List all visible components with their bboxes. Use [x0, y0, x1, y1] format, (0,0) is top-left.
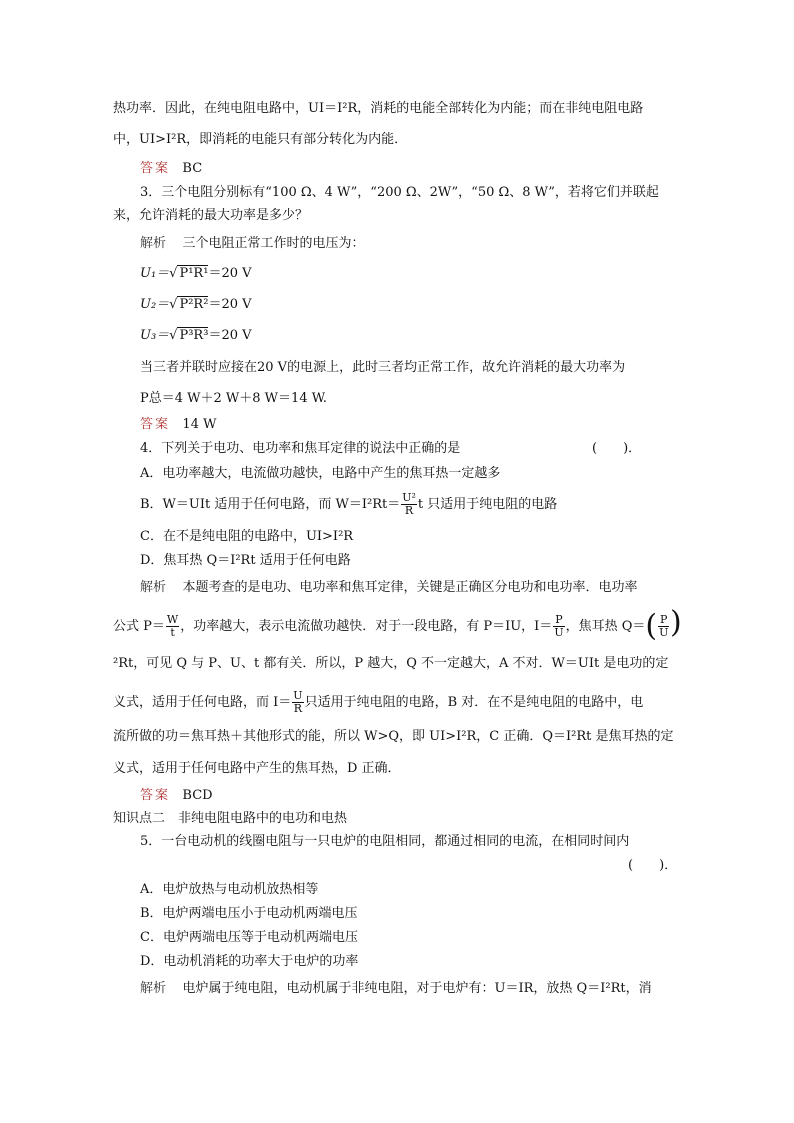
solution-4-line6: 义式，适用于任何电路中产生的焦耳热，D 正确． [113, 761, 401, 776]
answer-label: 答案 [140, 788, 171, 803]
fraction-den: U [554, 626, 564, 639]
solution-text: 三个电阻正常工作时的电压为： [182, 236, 365, 251]
u1-radicand: P¹R¹ [179, 266, 209, 281]
solution-4-line3: ²Rt，可见 Q 与 P、U、t 都有关．所以，P 越大，Q 不一定越大，A 不对．W＝UIt 是电功的定 [113, 656, 669, 671]
answer-label: 答案 [140, 417, 171, 432]
q4-option-d: D．焦耳热 Q＝I²Rt 适用于任何电路 [140, 553, 351, 568]
l2: 中，UI>I²R，即消耗的电能只有部分转化为内能． [113, 132, 408, 147]
solution-4-line5: 流所做的功＝焦耳热＋其他形式的能，所以 W>Q，即 UI>I²R，C 正确．Q＝I²Rt 是焦耳热的定 [113, 729, 674, 744]
q4-stem: 4．下列关于电功、电功率和焦耳定律的说法中正确的是 [140, 441, 461, 456]
answer-2 [140, 416, 216, 434]
s4l2-a: 公式 P＝ [113, 619, 165, 634]
knowledge-point-2: 知识点二 非纯电阻电路中的电功和电热 [113, 811, 348, 826]
s4l2-b: ，功率越大，表示电流做功越快．对于一段电路，有 P＝IU，I＝ [180, 619, 553, 634]
solution-4-line2: 公式 P＝ $\frac{W}{t}$ ，功率越大，表示电流做功越快．对于一段电路，有 P＝IU，I＝ $\frac{P}{U}$ ，焦耳热 Q＝( $\frac{P}{U}$ [113, 608, 669, 644]
solution-label: 解析 [140, 981, 167, 996]
q5-paren: ( )． [628, 858, 678, 873]
s4l4-b: 只适用于纯电阻的电路，B 对．在不是纯电阻的电路中，电 [304, 695, 644, 710]
q5-stem: 5．一台电动机的线圈电阻与一只电炉的电阻相同，都通过相同的电流，在相同时间内 [140, 834, 630, 849]
solution-text: 电炉属于纯电阻，电动机属于非纯电阻，对于电炉有：U＝IR，放热 Q＝I²Rt，消 [182, 981, 652, 996]
u1-rhs: ＝20 V [208, 266, 252, 281]
u2-lhs: U₂＝ [140, 297, 170, 312]
fraction-num: U² [402, 491, 416, 504]
fraction-den: R [293, 702, 303, 715]
answer-value: BCD [182, 788, 213, 803]
l1: 热功率．因此，在纯电阻电路中，UI＝I²R，消耗的电能全部转化为内能；而在非纯电阻电路 [113, 101, 644, 116]
u3-lhs: U₃＝ [140, 328, 170, 343]
q5-option-b: B．电炉两端电压小于电动机两端电压 [140, 906, 358, 921]
solution-label: 解析 [140, 236, 167, 251]
answer-label: 答案 [140, 161, 171, 176]
q4-option-b [140, 492, 557, 517]
fraction [401, 492, 417, 517]
q4-paren: ( )． [592, 441, 642, 456]
solution-4-line1 [140, 579, 638, 597]
fraction [166, 614, 179, 639]
u2-rhs: ＝20 V [208, 297, 252, 312]
q4-b-post: t 只适用于纯电阻的电路 [417, 497, 558, 512]
u2-formula: U₂＝√ P²R²＝20 V [140, 297, 252, 312]
fraction-den: t [170, 626, 175, 639]
fraction-den: U [659, 626, 669, 639]
q4-b-pre: B．W＝UIt 适用于任何电路，而 W＝I²Rt＝ [140, 497, 401, 512]
solution-5 [140, 980, 652, 998]
answer-3 [140, 787, 213, 805]
u3-radicand: P³R³ [179, 328, 209, 343]
answer-value: 14 W [182, 417, 217, 432]
q4-option-a: A．电功率越大，电流做功越快，电路中产生的焦耳热一定越多 [140, 466, 501, 481]
fraction-num: P [555, 613, 563, 626]
s4l4-a: 义式，适用于任何电路，而 I＝ [113, 695, 292, 710]
q3-conclusion: 当三者并联时应接在20 V的电源上，此时三者均正常工作，故允许消耗的最大功率为 [140, 360, 626, 375]
right-paren: ) [670, 605, 682, 640]
q3-line2: 来，允许消耗的最大功率是多少？ [113, 208, 309, 223]
q3-line1: 3．三个电阻分别标有“100 Ω、4 W”，“200 Ω、2W”，“50 Ω、8 W”，若将它们并联起 [140, 185, 659, 200]
fraction-num: W [166, 613, 179, 626]
fraction [553, 614, 564, 639]
fraction [658, 614, 669, 639]
solution-3 [140, 235, 365, 253]
q5-option-d: D．电动机消耗的功率大于电炉的功率 [140, 954, 359, 969]
u2-radicand: P²R² [179, 297, 209, 312]
fraction-num: P [660, 613, 668, 626]
fraction [292, 690, 303, 715]
u3-formula: U₃＝√ P³R³＝20 V [140, 328, 252, 343]
fraction-num: U [293, 689, 303, 702]
fraction-den: R [404, 504, 414, 517]
solution-4-line4 [113, 690, 643, 715]
u1-lhs: U₁＝ [140, 266, 170, 281]
u3-rhs: ＝20 V [208, 328, 252, 343]
solution-text: 本题考查的是电功、电功率和焦耳定律，关键是正确区分电功和电功率．电功率 [182, 580, 638, 595]
u1-formula: U₁＝√ P¹R¹＝20 V [140, 266, 252, 281]
p-total: P总＝4 W＋2 W＋8 W＝14 W. [140, 391, 327, 406]
q4-option-c: C．在不是纯电阻的电路中，UI>I²R [140, 529, 354, 544]
answer-value: BC [182, 161, 203, 176]
q5-option-c: C．电炉两端电压等于电动机两端电压 [140, 930, 358, 945]
s4l2-c: ，焦耳热 Q＝ [565, 619, 646, 634]
q5-option-a: A．电炉放热与电动机放热相等 [140, 882, 319, 897]
answer-1 [140, 160, 202, 178]
solution-label: 解析 [140, 580, 167, 595]
